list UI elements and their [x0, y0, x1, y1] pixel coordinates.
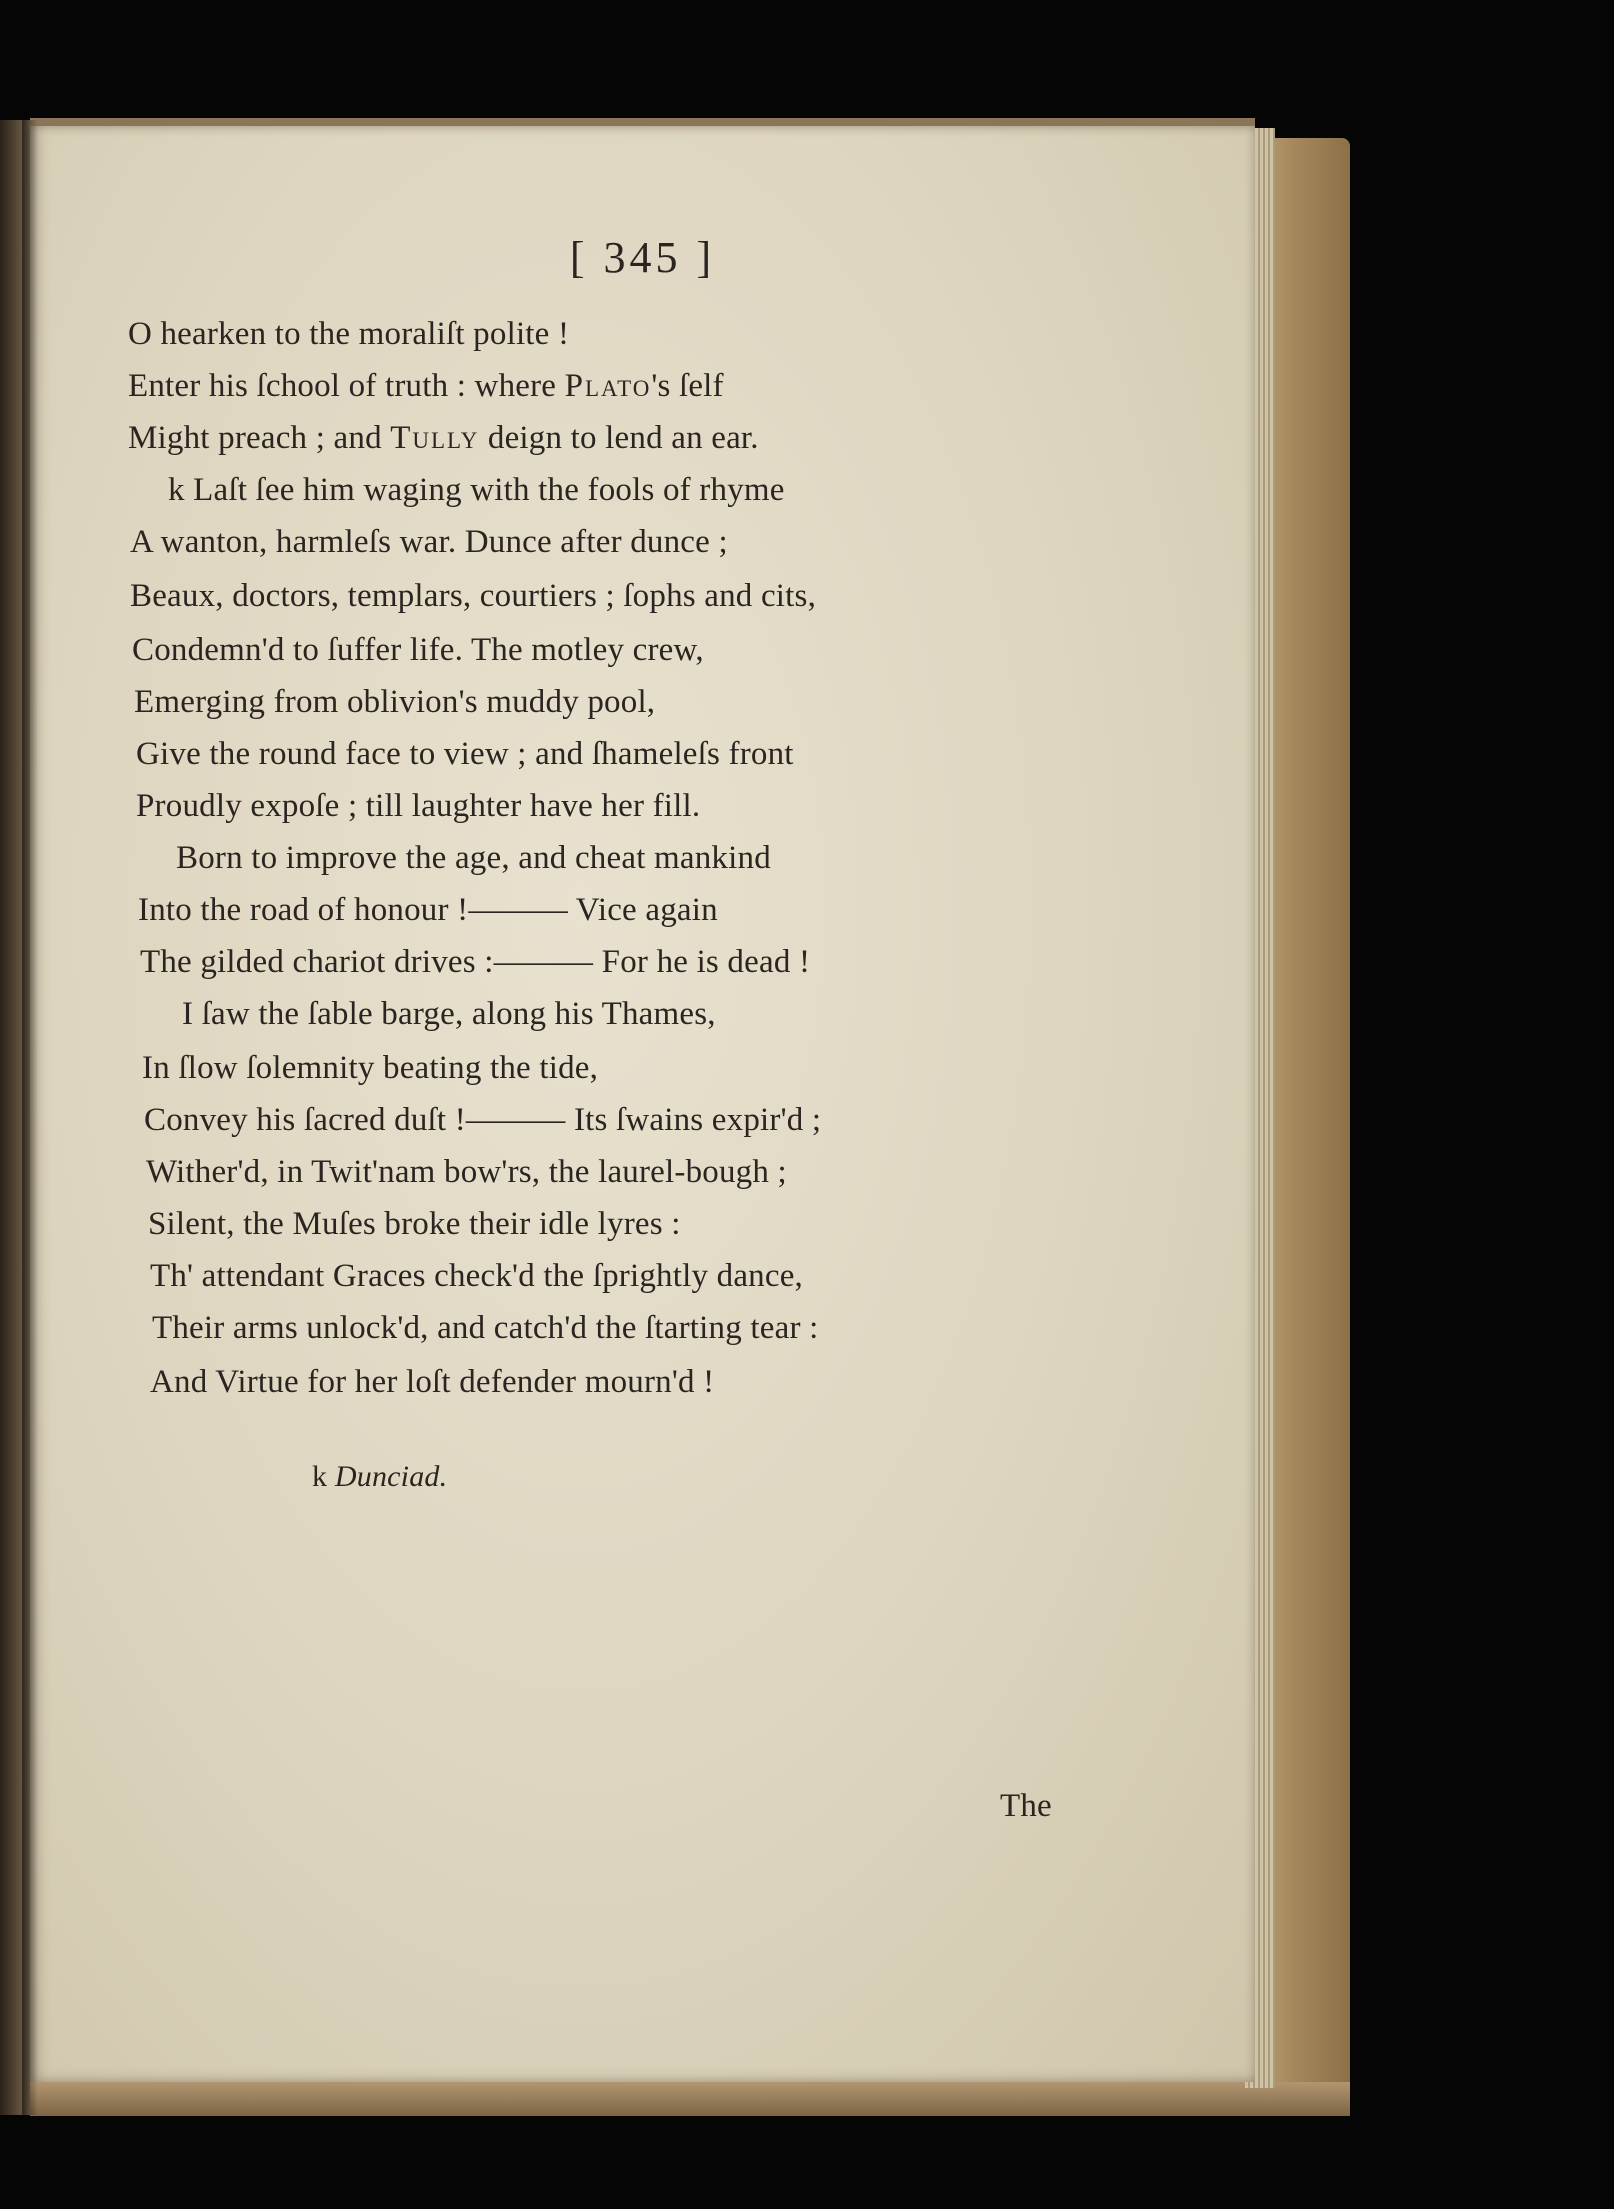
footnote-text: Dunciad.: [334, 1460, 448, 1493]
poem-line: Condemn'd to ſuffer life. The motley crew,: [132, 632, 704, 668]
poem-line: A wanton, harmleſs war. Dunce after dunce ;: [130, 524, 728, 560]
poem-line: The gilded chariot drives :——— For he is dead !: [140, 944, 811, 980]
book-cover-right-edge: [1262, 138, 1350, 2113]
poem-line: Convey his ſacred duſt !——— Its ſwains expir'd ;: [144, 1102, 822, 1138]
poem-line: Born to improve the age, and cheat mankind: [176, 840, 771, 876]
book-cover-bottom-edge: [30, 2082, 1350, 2116]
poem-line: Enter his ſchool of truth : where Plato's ſelf: [128, 368, 724, 404]
poem-line: Might preach ; and Tully deign to lend an ear.: [128, 420, 759, 456]
page-number: [ 345 ]: [569, 233, 716, 282]
catchword: The: [1000, 1788, 1052, 1824]
spine-shadow: [22, 120, 38, 2115]
poem-line: O hearken to the moraliſt polite !: [128, 316, 570, 352]
poem-line: Wither'd, in Twit'nam bow'rs, the laurel-bough ;: [146, 1154, 787, 1190]
poem-line: Beaux, doctors, templars, courtiers ; ſophs and cits,: [130, 578, 817, 614]
poem-line: Give the round face to view ; and ſhameleſs front: [136, 736, 794, 772]
poem-line: Th' attendant Graces check'd the ſprightly dance,: [150, 1258, 804, 1294]
poem-line: Proudly expoſe ; till laughter have her fill.: [136, 788, 701, 824]
footnote: [312, 1460, 447, 1494]
poem-line: And Virtue for her loſt defender mourn'd !: [150, 1364, 715, 1400]
book-cover-top-edge: [30, 118, 1255, 126]
poem-line: k Laſt ſee him waging with the fools of rhyme: [168, 472, 785, 508]
poem-line: Their arms unlock'd, and catch'd the ſtarting tear :: [152, 1310, 819, 1346]
poem-line: I ſaw the ſable barge, along his Thames,: [182, 996, 716, 1032]
poem-line: Silent, the Muſes broke their idle lyres :: [148, 1206, 681, 1242]
poem-line: In ſlow ſolemnity beating the tide,: [142, 1050, 599, 1086]
poem-line: Into the road of honour !——— Vice again: [138, 892, 718, 928]
poem-line: Emerging from oblivion's muddy pool,: [134, 684, 656, 720]
footnote-marker: k: [312, 1460, 328, 1493]
